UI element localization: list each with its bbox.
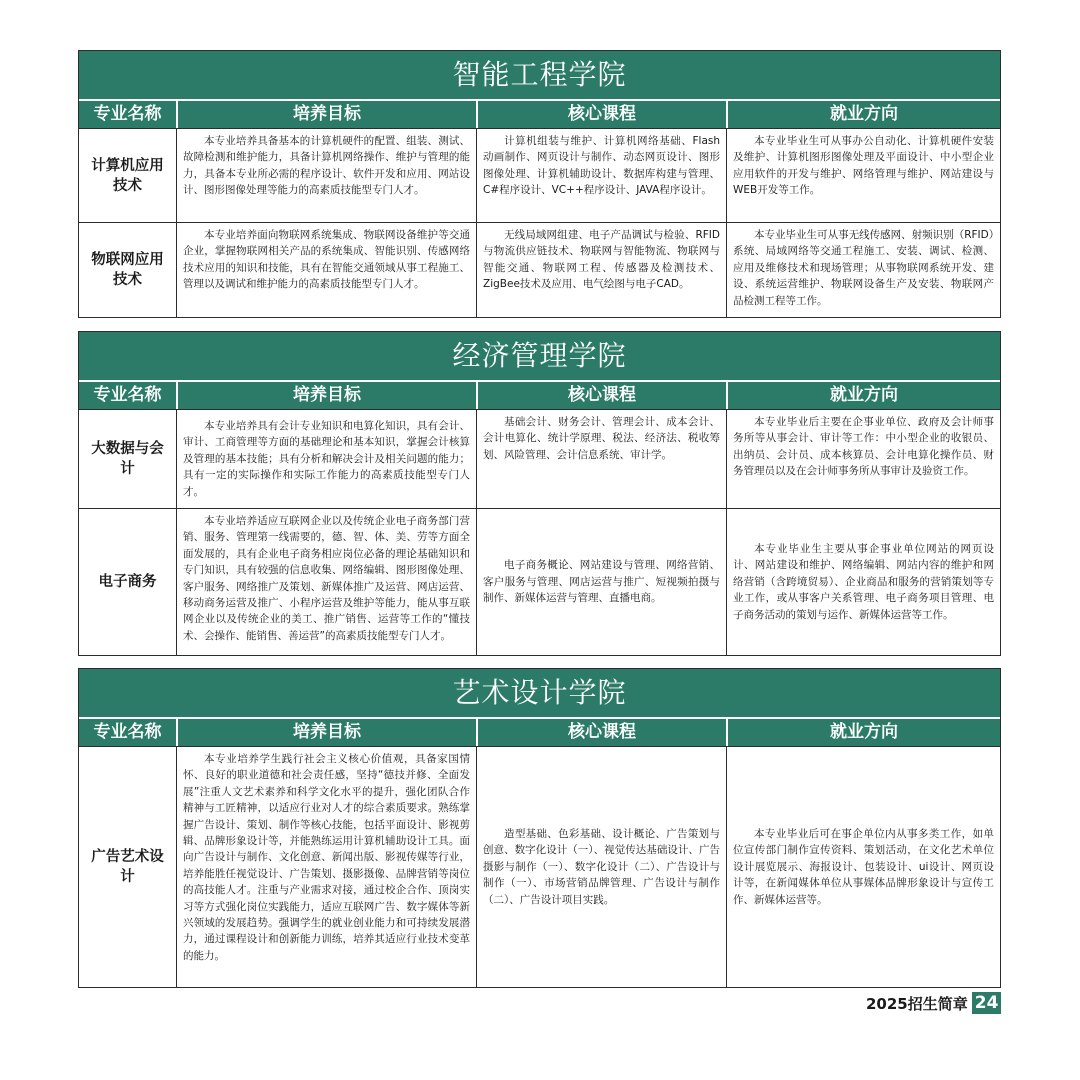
header-courses: 核心课程 xyxy=(476,382,726,409)
major-courses-text: 造型基础、色彩基础、设计概论、广告策划与创意、数字化设计（一）、视觉传达基础设计、广告摄影与制作（一）、数字化设计（二）、广告设计与制作（一）、市场营销品牌管理、广告设计与制作（二）、广告设计项目实践。 xyxy=(483,827,720,906)
major-goal-text: 本专业培养具有会计专业知识和电算化知识，具有会计、审计、工商管理等方面的基础理论和基本知识，掌握会计核算及管理的基本技能；具有分析和解决会计及相关问题的能力；具有一定的实际操作和实际工作能力的高素质技能型专门人才。 xyxy=(183,419,470,498)
major-career-text: 本专业毕业后可在事企单位内从事多类工作，如单位宣传部门制作宣传资料、策划活动，在文化艺术单位设计展览展示、海报设计、包装设计、ui设计、网页设计等，在新闻媒体单位从事媒体品牌形象设计与宣传工作、新媒体运营等。 xyxy=(733,827,994,906)
header-career: 就业方向 xyxy=(726,101,1000,128)
major-courses: 基础会计、财务会计、管理会计、成本会计、会计电算化、统计学原理、税法、经济法、税收筹划、风险管理、会计信息系统、审计学。 xyxy=(476,410,726,508)
major-courses xyxy=(476,747,726,987)
header-career: 就业方向 xyxy=(726,719,1000,746)
major-courses-text: 电子商务概论、网站建设与管理、网络营销、客户服务与管理、网店运营与推广、短视频拍摄与制作、新媒体运营与管理、直播电商。 xyxy=(483,559,720,605)
major-goal xyxy=(176,410,476,508)
header-major: 专业名称 xyxy=(93,385,162,405)
major-career: 本专业毕业后主要在企事业单位、政府及会计师事务所等从事会计、审计等工作：中小型企业的收银员、出纳员、会计员、成本核算员、会计电算化操作员、财务管理员以及在会计师事务所从事审计及验资工作。 xyxy=(726,410,1000,508)
major-career-text: 本专业毕业生主要从事企事业单位网站的网页设计、网站建设和维护、网络编辑、网站内容的维护和网络营销（含跨境贸易）、企业商品和服务的营销策划等专业工作，或从事客户关系管理、电子商务项目管理、电子商务活动的策划与运作、新媒体运营等工作。 xyxy=(733,542,994,621)
header-goal: 培养目标 xyxy=(176,382,476,409)
table-row xyxy=(79,508,1000,655)
header-major: 专业名称 xyxy=(93,104,162,124)
major-goal: 本专业培养适应互联网企业以及传统企业电子商务部门营销、服务、管理第一线需要的，德、智、体、美、劳等方面全面发展的，具有企业电子商务相应岗位必备的理论基础知识和专门知识，具有较强的信息收集、网络编辑、图形图像处理、客户服务、网络推广及策划、新媒体推广及运营、网店运营、移动商务运营及推广、小程序运营及维护等能力，能从事互联网企业以及传统企业的美工、推广销售、运营等工作的“懂技术、会操作、能销售、善运营”的高素质技能型专门人才。 xyxy=(176,509,476,655)
major-name: 电子商务 xyxy=(98,574,157,590)
major-name: 广告艺术设计 xyxy=(91,849,164,885)
major-courses: 计算机组装与维护、计算机网络基础、Flash动画制作、网页设计与制作、动态网页设计、图形图像处理、计算机辅助设计、数据库构建与管理、C#程序设计、VC++程序设计、JAVA程序设计。 xyxy=(476,129,726,222)
college-title: 经济管理学院 xyxy=(79,332,1000,380)
major-goal: 本专业培养具备基本的计算机硬件的配置、组装、测试、故障检测和维护能力，具备计算机网络操作、维护与管理的能力，具备本专业所必需的程序设计、软件开发和应用、网站设计、图形图像处理等能力的高素质技能型专门人才。 xyxy=(176,129,476,222)
college-section-art-design xyxy=(78,668,1001,988)
college-title: 智能工程学院 xyxy=(79,51,1000,99)
header-major: 专业名称 xyxy=(93,722,162,742)
page-number: 24 xyxy=(972,992,1002,1014)
major-name: 大数据与会计 xyxy=(91,441,164,477)
major-career xyxy=(726,509,1000,655)
college-title: 艺术设计学院 xyxy=(79,669,1000,717)
table-row xyxy=(79,409,1000,508)
major-career: 本专业毕业生可从事无线传感网、射频识别（RFID）系统、局域网络等交通工程施工、安装、调试、检测、应用及维修技术和现场管理；从事物联网系统开发、建设、系统运营维护、物联网设备生产及安装、物联网产品检测工程等工作。 xyxy=(726,223,1000,317)
header-goal: 培养目标 xyxy=(176,719,476,746)
major-name: 物联网应用技术 xyxy=(91,252,164,288)
table-header xyxy=(79,99,1000,128)
table-header xyxy=(79,380,1000,409)
major-courses: 无线局域网组建、电子产品调试与检验、RFID与物流供应链技术、物联网与智能物流、物联网与智能交通、物联网工程、传感器及检测技术、ZigBee技术及应用、电气绘图与电子CAD。 xyxy=(476,223,726,317)
major-courses xyxy=(476,509,726,655)
table-header xyxy=(79,717,1000,746)
header-goal: 培养目标 xyxy=(176,101,476,128)
major-name: 计算机应用技术 xyxy=(91,157,164,194)
table-row xyxy=(79,128,1000,222)
college-section-economics-management xyxy=(78,331,1001,656)
header-career: 就业方向 xyxy=(726,382,1000,409)
major-career xyxy=(726,747,1000,987)
table-row xyxy=(79,746,1000,987)
table-row xyxy=(79,222,1000,317)
major-career: 本专业毕业生可从事办公自动化、计算机硬件安装及维护、计算机图形图像处理及平面设计、中小型企业应用软件的开发与维护、网络管理与维护、网站建设与WEB开发等工作。 xyxy=(726,129,1000,222)
college-section-intelligent-engineering xyxy=(78,50,1001,318)
page-footer xyxy=(866,992,1001,1014)
header-courses: 核心课程 xyxy=(476,719,726,746)
major-goal: 本专业培养面向物联网系统集成、物联网设备维护等交通企业，掌握物联网相关产品的系统集成、智能识别、传感网络技术应用的知识和技能，具有在智能交通领域从事工程施工、管理以及调试和维护能力的高素质技能型专门人才。 xyxy=(176,223,476,317)
major-goal: 本专业培养学生践行社会主义核心价值观，具备家国情怀、良好的职业道德和社会责任感，坚持“德技并修、全面发展”注重人文艺术素养和科学文化水平的提升，强化团队合作精神与工匠精神，以适应行业对人才的综合素质要求。熟练掌握广告设计、策划、制作等核心技能，包括平面设计、影视剪辑、品牌形象设计等，并能熟练运用计算机辅助设计工具。面向广告设计与制作、文化创意、新闻出版、影视传媒等行业，培养能胜任视觉设计、广告策划、摄影摄像、品牌营销等岗位的高技能人才。注重与产业需求对接，通过校企合作、顶岗实习等方式强化岗位实践能力，适应互联网广告、数字媒体等新兴领域的发展趋势。强调学生的就业创业能力和可持续发展潜力，通过课程设计和创新能力训练，培养其适应行业技术变革的能力。 xyxy=(176,747,476,987)
header-courses: 核心课程 xyxy=(476,101,726,128)
footer-label: 2025招生简章 xyxy=(866,994,968,1013)
